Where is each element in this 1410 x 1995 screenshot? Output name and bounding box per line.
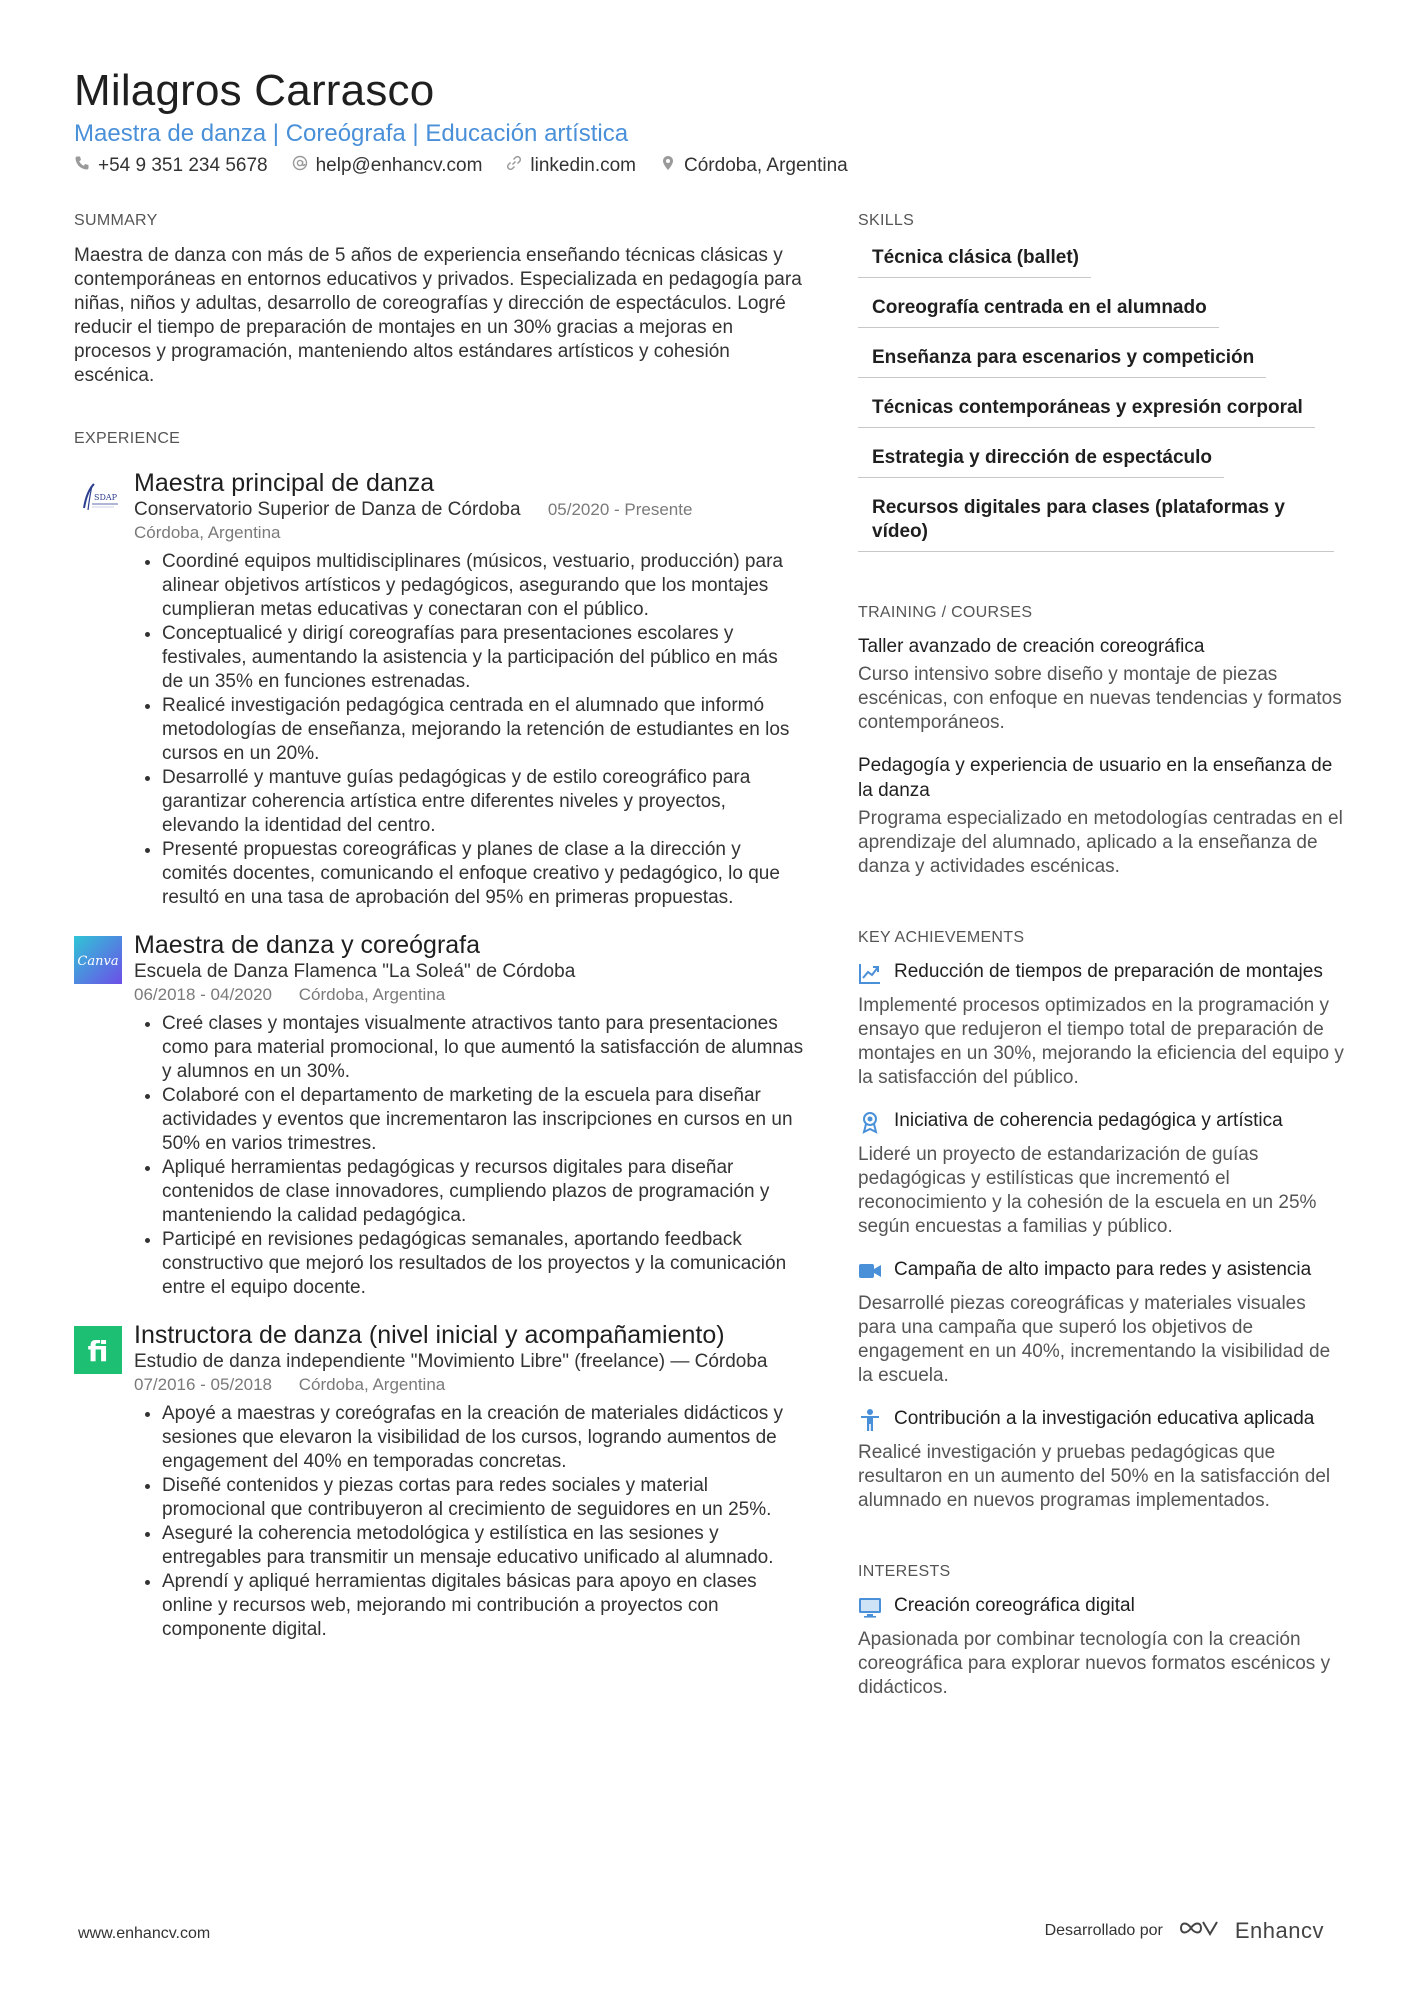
skill-item [858, 396, 1348, 428]
job-bullet: • Colaboré con el departamento de marketing de la escuela para diseñar actividades y eventos que incrementaron las inscripciones en cursos en un 50% en varios trimestres. [162, 1084, 804, 1156]
job-bullets [134, 550, 804, 910]
conservatorio-logo-text: SDAP [94, 493, 118, 502]
job-entry [74, 1320, 804, 1642]
contact-linkedin[interactable] [506, 155, 636, 177]
achievements-section [858, 929, 1348, 1513]
job-bullet: • Desarrollé y mantuve guías pedagógicas y de estilo coreográfico para garantizar coherencia artística entre diferentes niveles y proyectos, elevando la identidad del centro. [162, 766, 804, 838]
location-text: Córdoba, Argentina [684, 155, 848, 176]
job-bullet: • Participé en revisiones pedagógicas semanales, aportando feedback constructivo que mejoró los resultados de los proyectos y la comunicación entre el equipo docente. [162, 1228, 804, 1300]
job-entry [74, 468, 804, 910]
contact-email[interactable] [292, 155, 483, 177]
experience-title: EXPERIENCE [74, 430, 181, 447]
job-company: Estudio de danza independiente "Movimiento Libre" (freelance) — Córdoba [134, 1351, 768, 1372]
link-icon [506, 155, 522, 177]
skills-section [858, 212, 1348, 552]
footer-website[interactable]: www.enhancv.com [78, 1925, 211, 1942]
person-icon [858, 1406, 882, 1437]
right-column [858, 212, 1348, 1700]
summary-section [74, 212, 804, 388]
job-location: Córdoba, Argentina [134, 523, 281, 542]
job-location: Córdoba, Argentina [298, 985, 446, 1004]
linkedin-text: linkedin.com [530, 155, 637, 176]
job-bullet: • Creé clases y montajes visualmente atractivos tanto para presentaciones como para material promocional, lo que aumentó la satisfacción de alumnas y alumnos en un 30%. [162, 1012, 804, 1084]
footer-branding [1045, 1916, 1324, 1945]
skill-item [858, 446, 1348, 478]
job-bullet: • Apliqué herramientas pedagógicas y recursos digitales para diseñar contenidos de clase innovadores, cumpliendo plazos de programación y manteniendo la calidad pedagógica. [162, 1156, 804, 1228]
canva-logo-icon [74, 936, 122, 984]
job-meta [134, 1374, 804, 1396]
email-text: help@enhancv.com [315, 155, 483, 176]
enhancv-brand-text: Enhancv [1234, 1917, 1324, 1943]
monitor-icon [858, 1593, 882, 1624]
achievement-desc: Realicé investigación y pruebas pedagógicas que resultaron en un aumento del 50% en la satisfacción del alumnado en nuevos programas implementados. [858, 1442, 1331, 1511]
job-dates: 07/2016 - 05/2018 [134, 1375, 273, 1394]
achievement-head [858, 1108, 1348, 1139]
training-item [858, 753, 1348, 879]
achievement-desc: Lideré un proyecto de estandarización de guías pedagógicas y estilísticas que incrementó el reconocimiento y la cohesión de la escuela en un 25% según encuestas a familias y público. [858, 1144, 1317, 1237]
achievement-title: Iniciativa de coherencia pedagógica y artística [894, 1110, 1283, 1131]
candidate-name: Milagros Carrasco [74, 66, 435, 115]
at-icon [292, 155, 308, 177]
achievement-head [858, 1257, 1348, 1288]
job-dates: 06/2018 - 04/2020 [134, 985, 273, 1004]
skill-label: Enseñanza para escenarios y competición [858, 346, 1266, 378]
job-bullets [134, 1402, 804, 1642]
job-title: Instructora de danza (nivel inicial y acompañamiento) [134, 1321, 725, 1349]
skills-list [858, 246, 1348, 552]
video-camera-icon [858, 1257, 882, 1288]
job-bullet: • Presenté propuestas coreográficas y planes de clase a la dirección y comités docentes, comunicando el enfoque creativo y pedagógico, lo que resultó en una tasa de aprobación del 95% en primeras propuestas. [162, 838, 804, 910]
contact-phone [74, 155, 268, 177]
training-item [858, 634, 1348, 735]
achievement-head [858, 959, 1348, 990]
job-location: Córdoba, Argentina [298, 1375, 446, 1394]
job-company-line [134, 498, 804, 522]
skill-label: Técnicas contemporáneas y expresión corporal [858, 396, 1315, 428]
job-bullet: • Aseguré la coherencia metodológica y estilística en las sesiones y entregables para transmitir un mensaje educativo unificado al alumnado. [162, 1522, 804, 1570]
fiverr-logo-icon [74, 1326, 122, 1374]
training-section [858, 604, 1348, 879]
fiverr-logo-text: fi [87, 1335, 109, 1368]
achievement-title: Contribución a la investigación educativa aplicada [894, 1408, 1315, 1429]
skills-title: SKILLS [858, 212, 915, 229]
skill-item [858, 496, 1348, 552]
job-company: Conservatorio Superior de Danza de Córdoba [134, 499, 521, 520]
skill-label: Coreografía centrada en el alumnado [858, 296, 1219, 328]
interest-desc: Apasionada por combinar tecnología con la creación coreográfica para explorar nuevos formatos escénicos y didácticos. [858, 1629, 1331, 1698]
job-bullet: • Realicé investigación pedagógica centrada en el alumnado que informó metodologías de enseñanza, mejorando la retención de estudiantes en los cursos en un 20%. [162, 694, 804, 766]
achievements-title: KEY ACHIEVEMENTS [858, 929, 1025, 946]
achievement-item [858, 1406, 1348, 1513]
enhancv-logo-icon [1177, 1916, 1221, 1945]
job-dates: 05/2020 - Presente [547, 500, 693, 519]
skill-item [858, 246, 1348, 278]
interests-title: INTERESTS [858, 1563, 951, 1580]
training-item-desc: Programa especializado en metodologías centradas en el aprendizaje del alumnado, aplicado a la enseñanza de danza y actividades escénicas. [858, 808, 1343, 877]
canva-logo-text: Canva [77, 954, 119, 969]
achievement-item [858, 959, 1348, 1090]
training-title: TRAINING / COURSES [858, 604, 1033, 621]
skill-label: Estrategia y dirección de espectáculo [858, 446, 1224, 478]
interests-section [858, 1563, 1348, 1700]
job-title: Maestra de danza y coreógrafa [134, 931, 481, 959]
contact-bar [74, 155, 848, 177]
skill-item [858, 296, 1348, 328]
interest-head [858, 1593, 1348, 1624]
job-bullet: • Conceptualicé y dirigí coreografías para presentaciones escolares y festivales, aumentando la asistencia y la participación del público en más de un 35% en funciones estrenadas. [162, 622, 804, 694]
phone-text: +54 9 351 234 5678 [98, 155, 268, 176]
contact-location [660, 155, 848, 177]
job-title: Maestra principal de danza [134, 469, 435, 497]
job-company: Escuela de Danza Flamenca "La Soleá" de Córdoba [134, 961, 576, 982]
job-bullets [134, 1012, 804, 1300]
powered-by-text: Desarrollado por [1044, 1921, 1163, 1939]
job-bullet: • Aprendí y apliqué herramientas digitales básicas para apoyo en clases online y recursos web, mejorando mi contribución a proyectos con componente digital. [162, 1570, 804, 1642]
interest-item [858, 1593, 1348, 1700]
job-entry [74, 930, 804, 1300]
achievement-desc: Implementé procesos optimizados en la programación y ensayo que redujeron el tiempo total de preparación de montajes en un 30%, mejorando la eficiencia del equipo y la satisfacción del público. [858, 995, 1344, 1088]
training-item-title: Pedagogía y experiencia de usuario en la enseñanza de la danza [858, 755, 1333, 801]
candidate-tagline: Maestra de danza | Coreógrafa | Educación artística [74, 120, 629, 147]
location-pin-icon [660, 155, 676, 177]
training-item-title: Taller avanzado de creación coreográfica [858, 636, 1205, 657]
phone-icon [74, 155, 90, 177]
achievement-head [858, 1406, 1348, 1437]
trend-up-icon [858, 959, 882, 990]
conservatorio-logo-icon [74, 474, 122, 522]
summary-title: SUMMARY [74, 212, 158, 229]
interest-title: Creación coreográfica digital [894, 1595, 1135, 1616]
job-bullet: • Coordiné equipos multidisciplinares (músicos, vestuario, producción) para alinear objetivos artísticos y pedagógicos, asegurando que los montajes cumplieran metas educativas y conectaran con el público. [162, 550, 804, 622]
achievement-item [858, 1257, 1348, 1388]
job-meta [134, 984, 804, 1006]
achievement-title: Reducción de tiempos de preparación de montajes [894, 961, 1323, 982]
experience-section [74, 430, 804, 1642]
left-column [74, 212, 804, 1642]
job-bullet: • Diseñé contenidos y piezas cortas para redes sociales y material promocional que contribuyeron al crecimiento de seguidores en un 25%. [162, 1474, 804, 1522]
achievement-desc: Desarrollé piezas coreográficas y materiales visuales para una campaña que superó los objetivos de engagement en un 40%, incrementando la visibilidad de la escuela. [858, 1293, 1331, 1386]
achievement-item [858, 1108, 1348, 1239]
award-icon [858, 1108, 882, 1139]
skill-item [858, 346, 1348, 378]
training-item-desc: Curso intensivo sobre diseño y montaje de piezas escénicas, con enfoque en nuevas tendencias y formatos contemporáneos. [858, 664, 1342, 733]
skill-label: Recursos digitales para clases (plataformas y vídeo) [858, 496, 1334, 552]
skill-label: Técnica clásica (ballet) [858, 246, 1091, 278]
achievement-title: Campaña de alto impacto para redes y asistencia [894, 1259, 1312, 1280]
job-bullet: • Apoyé a maestras y coreógrafas en la creación de materiales didácticos y sesiones que elevaron la visibilidad de los cursos, logrando aumentos de engagement del 40% en temporadas concretas. [162, 1402, 804, 1474]
summary-text: Maestra de danza con más de 5 años de experiencia enseñando técnicas clásicas y contemporáneas en entornos educativos y privados. Especializada en pedagogía para niñas, niños y adultas, desarrollo de coreografías y dirección de espectáculos. Logré reducir el tiempo de preparación de montajes en un 30% gracias a mejoras en procesos y programación, manteniendo altos estándares artísticos y cohesión escénica. [74, 245, 802, 386]
